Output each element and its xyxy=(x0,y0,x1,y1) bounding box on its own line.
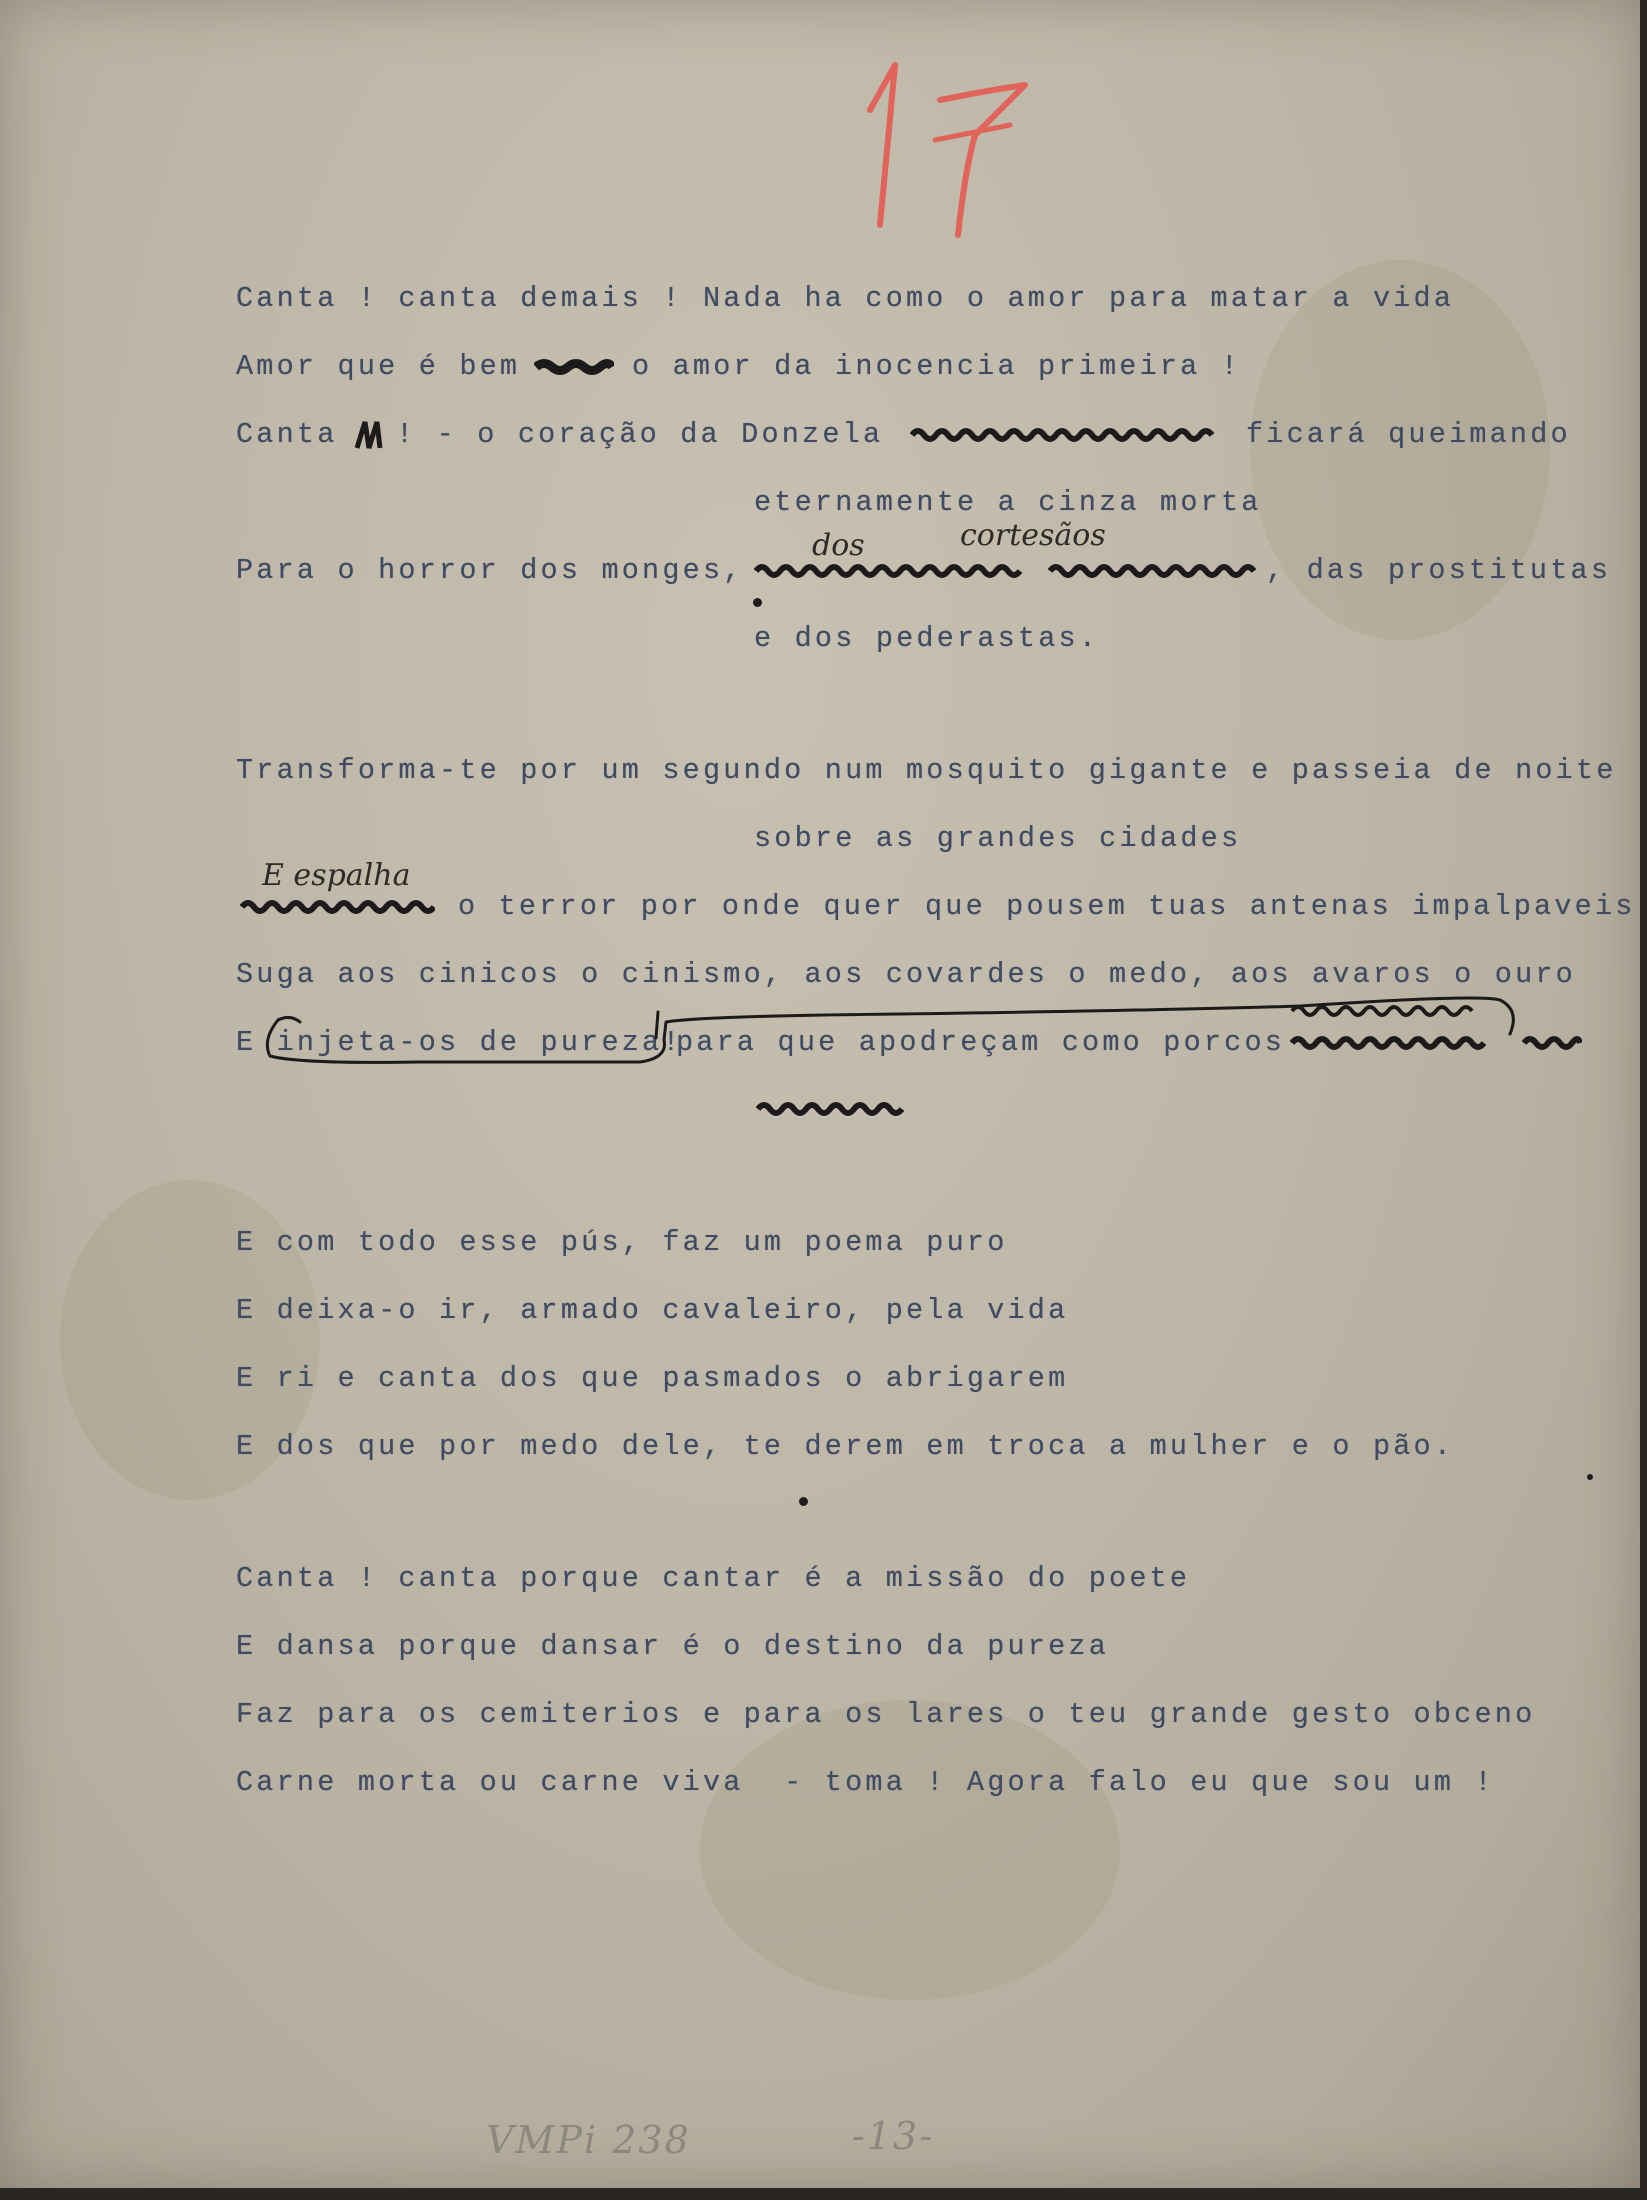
verse-line: e dos pederastas. xyxy=(754,622,1100,655)
strike-through xyxy=(756,1100,906,1118)
verse-line: Para o horror dos monges, xyxy=(236,554,744,587)
footer-page-mark: -13- xyxy=(852,2114,935,2158)
ink-dot xyxy=(1587,1474,1593,1480)
verse-line: E dos que por medo dele, te derem em troca a mulher e o pão. xyxy=(236,1430,1455,1463)
verse-line: ! - o coração da Donzela xyxy=(396,418,884,451)
ink-dot xyxy=(799,1497,808,1506)
handwritten-insertion: cortesãos xyxy=(960,518,1106,553)
verse-line: Amor que é bem xyxy=(236,350,521,383)
verse-line: E ri e canta dos que pasmados o abrigarem xyxy=(236,1362,1069,1395)
verse-line: E dansa porque dansar é o destino da pureza xyxy=(236,1630,1110,1663)
verse-line: Carne morta ou carne viva - toma ! Agora falo eu que sou um ! xyxy=(236,1766,1495,1799)
handwritten-insertion: E espalha xyxy=(262,858,411,893)
verse-line: Transforma-te por um segundo num mosquito gigante e passeia de noite xyxy=(236,754,1617,787)
archive-mark: VMPi 238 xyxy=(486,2118,691,2162)
verse-line: Canta ! canta porque cantar é a missão do poete xyxy=(236,1562,1191,1595)
verse-line: E com todo esse pús, faz um poema puro xyxy=(236,1226,1008,1259)
verse-line: para que apodreçam como porcos xyxy=(676,1026,1286,1059)
verse-line: ficará queimando xyxy=(1246,418,1571,451)
paper-stain xyxy=(700,1700,1120,2000)
verse-line: Canta xyxy=(236,418,338,451)
verse-line: Faz para os cemiterios e para os lares o teu grande gesto obceno xyxy=(236,1698,1536,1731)
verse-line: E injeta-os de pureza! xyxy=(236,1026,683,1059)
handwritten-insertion: dos xyxy=(812,528,865,563)
verse-line: , das prostitutas xyxy=(1266,554,1612,587)
verse-line: Canta ! canta demais ! Nada ha como o amor para matar a vida xyxy=(236,282,1455,315)
verse-line: sobre as grandes cidades xyxy=(754,822,1242,855)
verse-line: o terror por onde quer que pousem tuas antenas impalpaveis xyxy=(458,890,1636,923)
verse-line: E deixa-o ir, armado cavaleiro, pela vida xyxy=(236,1294,1069,1327)
verse-line: Suga aos cinicos o cinismo, aos covardes o medo, aos avaros o ouro xyxy=(236,958,1576,991)
handwritten-bracket xyxy=(0,0,1640,1100)
verse-line: o amor da inocencia primeira ! xyxy=(632,350,1242,383)
verse-line: eternamente a cinza morta xyxy=(754,486,1262,519)
